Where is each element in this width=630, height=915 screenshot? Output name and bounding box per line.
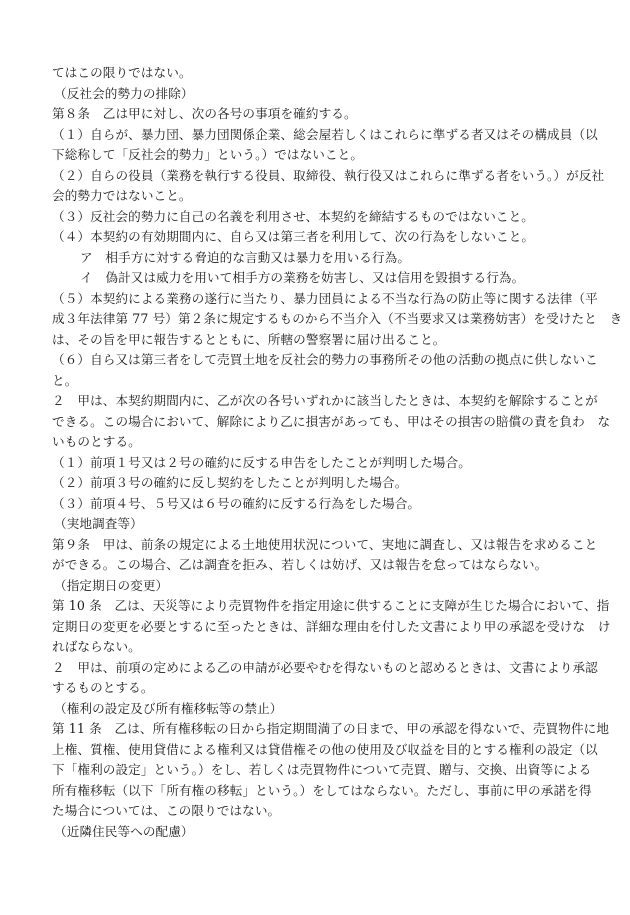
text-line: 所有権移転（以下「所有権の移転」という。）をしてはならない。ただし、事前に甲の承諾を得 <box>52 782 592 798</box>
text-line: 上権、質権、使用貸借による権利又は貸借権その他の使用及び収益を目的とする権利の設定（以 <box>52 741 598 757</box>
text-line: 下「権利の設定」という。）をし、若しくは売買物件について売買、贈与、交換、出資等による <box>52 762 592 777</box>
article-line: 第８条 乙は甲に対し、次の各号の事項を確約する。 <box>52 106 357 121</box>
text-line: （５）本契約による業務の遂行に当たり、暴力団員による不当な行為の防止等に関する法律（平 <box>52 290 598 306</box>
text-line: ればならない。 <box>52 639 141 654</box>
sub-item-line: ア 相手方に対する脅迫的な言動又は暴力を用いる行為。 <box>80 249 411 265</box>
section-heading: （反社会的勢力の排除） <box>54 85 194 101</box>
text-line: は、その旨を甲に報告するとともに、所轄の警察署に届け出ること。 <box>52 331 446 347</box>
text-line: てはこの限りではない。 <box>52 65 192 80</box>
text-line: できる。この場合において、解除により乙に損害があっても、甲はその損害の賠償の責を負わ な <box>52 413 611 429</box>
text-line: （１）自らが、暴力団、暴力団関係企業、総会屋若しくはこれらに準ずる者又はその構成員（以 <box>52 126 598 142</box>
section-heading: （指定期日の変更） <box>54 577 169 593</box>
section-heading: （近隣住民等への配慮） <box>54 823 194 839</box>
text-line: （３）前項４号、５号又は６号の確約に反する行為をした場合。 <box>52 495 421 511</box>
article-line: 第 10 条 乙は、天災等により売買物件を指定用途に供することに支障が生じた場合において、指 <box>52 598 610 613</box>
text-line: ２ 甲は、前項の定めによる乙の申請が必要やむを得ないものと認めるときは、文書により承認 <box>52 659 598 675</box>
text-line: 成３年法律第 77 号）第２条に規定するものから不当介入（不当要求又は業務妨害）を受けたと き <box>52 311 623 326</box>
text-line: 定期日の変更を必要とするに至ったときは、詳細な理由を付した文書により甲の承認を受けな け <box>52 618 611 634</box>
text-line: ができる。この場合、乙は調査を拒み、若しくは妨げ、又は報告を怠ってはならない。 <box>52 557 548 572</box>
text-line: （３）反社会的勢力に自己の名義を利用させ、本契約を締結するものではないこと。 <box>52 208 534 224</box>
article-line: 第 11 条 乙は、所有権移転の日から指定期間満了の日まで、甲の承認を得ないで、売買物件に地 <box>52 721 610 736</box>
text-line: いものとする。 <box>52 434 141 449</box>
text-line: （４）本契約の有効期間内に、自ら又は第三者を利用して、次の行為をしないこと。 <box>52 229 535 244</box>
section-heading: （権利の設定及び所有権移転等の禁止） <box>54 700 283 716</box>
text-line: 会的勢力ではないこと。 <box>52 188 192 203</box>
text-line: た場合については、この限りではない。 <box>52 803 281 818</box>
article-line: 第９条 甲は、前条の規定による土地使用状況について、実地に調査し、又は報告を求めること <box>52 536 598 552</box>
text-line: 下総称して「反社会的勢力」という。）ではないこと。 <box>52 147 364 162</box>
document-body <box>52 63 623 842</box>
text-line: （６）自ら又は第三者をして売買土地を反社会的勢力の事務所その他の活動の拠点に供しないこ <box>52 352 598 367</box>
text-line: （２）前項３号の確約に反し契約をしたことが判明した場合。 <box>52 475 408 490</box>
text-line: と。 <box>52 372 78 388</box>
text-line: ２ 甲は、本契約期間内に、乙が次の各号いずれかに該当したときは、本契約を解除することが <box>52 393 598 408</box>
text-line: （２）自らの役員（業務を執行する役員、取締役、執行役又はこれらに準ずる者をいう。）が反社 <box>52 167 605 183</box>
section-heading: （実地調査等） <box>54 516 143 531</box>
text-line: （１）前項１号又は２号の確約に反する申告をしたことが判明した場合。 <box>52 454 471 470</box>
sub-item-line: イ 偽計又は威力を用いて相手方の業務を妨害し、又は信用を毀損する行為。 <box>80 270 525 285</box>
text-line: するものとする。 <box>52 680 154 695</box>
